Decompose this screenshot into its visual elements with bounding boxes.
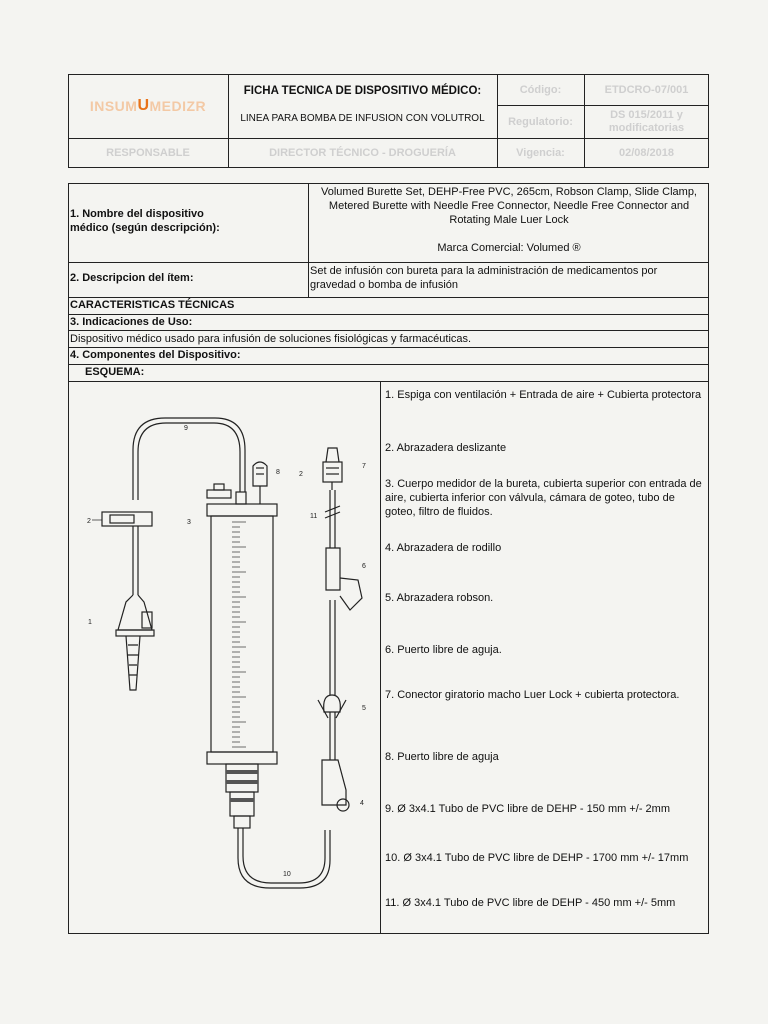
component-item-9: 9. Ø 3x4.1 Tubo de PVC libre de DEHP - 150 mm +/- 2mm (385, 803, 671, 815)
componentes-label: 4. Componentes del Dispositivo: (70, 349, 241, 361)
regulatorio-label: Regulatorio: (508, 115, 573, 128)
regulatorio-value: DS 015/2011 y modificatorias (608, 108, 685, 134)
diagram-label-11: 11 (310, 513, 318, 520)
component-item-3: 3. Cuerpo medidor de la bureta, cubierta superior con entrada de aire, cubierta inferior con válvula, cámara de goteo, tubo de goteo, filtro de fluidos. (385, 478, 702, 518)
logo-text-pre: INSUM (89, 98, 138, 114)
nombre-value: Volumed Burette Set, DEHP-Free PVC, 265cm, Robson Clamp, Slide Clamp, Metered Burette with Needle Free Connector, Needle Free Connector and Rotating Male Luer Lock (321, 186, 697, 226)
vigencia-label: Vigencia: (516, 147, 565, 159)
diagram-label-2b: 2 (299, 471, 303, 478)
diagram-label-3: 3 (187, 519, 191, 526)
nombre-label: 1. Nombre del dispositivo médico (según descripción): (70, 208, 220, 234)
diagram-label-6: 6 (362, 563, 366, 570)
logo-text-accent: U (137, 97, 150, 114)
component-item-5: 5. Abrazadera robson. (385, 592, 494, 604)
component-item-4: 4. Abrazadera de rodillo (385, 542, 502, 554)
component-item-2: 2. Abrazadera deslizante (385, 442, 507, 454)
component-item-10: 10. Ø 3x4.1 Tubo de PVC libre de DEHP - 1700 mm +/- 17mm (385, 852, 689, 864)
component-item-8: 8. Puerto libre de aguja (385, 751, 499, 763)
esquema-label: ESQUEMA: (85, 366, 145, 378)
diagram-label-2: 2 (87, 518, 91, 525)
diagram-label-9: 9 (184, 425, 188, 432)
diagram-label-5: 5 (362, 705, 366, 712)
component-item-6: 6. Puerto libre de aguja. (385, 644, 502, 656)
caracteristicas-heading: CARACTERISTICAS TÉCNICAS (70, 299, 235, 311)
vigencia-value: 02/08/2018 (618, 147, 675, 159)
indicaciones-label: 3. Indicaciones de Uso: (70, 316, 193, 328)
infusion-set-schematic (70, 383, 378, 931)
component-item-7: 7. Conector giratorio macho Luer Lock + cubierta protectora. (385, 689, 680, 701)
document-title: FICHA TECNICA DE DISPOSITIVO MÉDICO: (243, 85, 482, 97)
descripcion-label: 2. Descripcion del ítem: (70, 272, 194, 284)
responsable-label: RESPONSABLE (106, 147, 190, 159)
descripcion-value: Set de infusión con bureta para la administración de medicamentos por gravedad o bomba de infusión (310, 265, 658, 291)
diagram-label-8: 8 (276, 469, 280, 476)
component-item-11: 11. Ø 3x4.1 Tubo de PVC libre de DEHP - 450 mm +/- 5mm (385, 897, 676, 909)
component-item-1: 1. Espiga con ventilación + Entrada de aire + Cubierta protectora (385, 389, 702, 401)
diagram-label-4: 4 (360, 800, 364, 807)
director-label: DIRECTOR TÉCNICO - DROGUERÍA (269, 147, 456, 159)
diagram-label-1: 1 (88, 619, 92, 626)
diagram-label-10: 10 (283, 871, 291, 878)
codigo-value: ETDCRO-07/001 (604, 83, 689, 96)
diagram-label-7: 7 (362, 463, 366, 470)
indicaciones-value: Dispositivo médico usado para infusión de soluciones fisiológicas y farmacéuticas. (70, 333, 472, 345)
company-logo (68, 74, 228, 138)
marca-comercial: Marca Comercial: Volumed ® (437, 242, 581, 254)
document-subtitle: LINEA PARA BOMBA DE INFUSION CON VOLUTROL (240, 112, 485, 124)
codigo-label: Código: (519, 83, 562, 96)
logo-text-post: MEDIZR (149, 98, 207, 114)
